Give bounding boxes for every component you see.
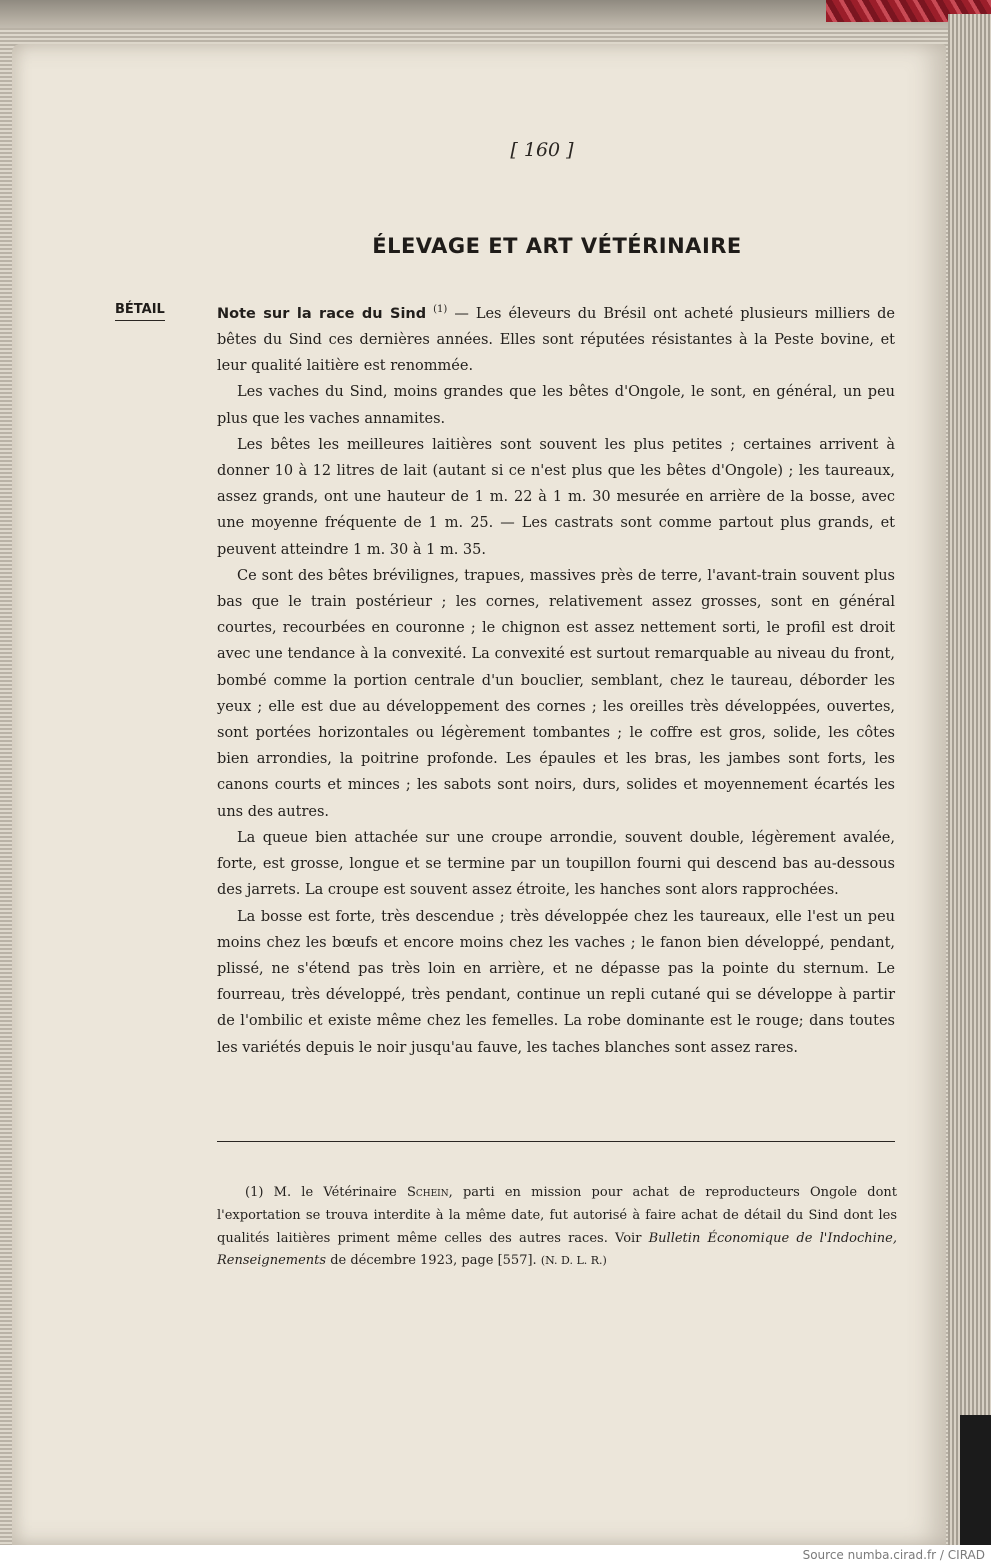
source-credit: Source numba.cirad.fr / CIRAD (802, 1548, 985, 1562)
margin-note: BÉTAIL (115, 302, 165, 321)
article-paragraph (217, 297, 895, 379)
footnote-body: , parti en mission pour achat de reproducteurs Ongole dont l'exportation se trouva interdite à la même date, fut autorisé à faire achat de détail du Sind dont les qualités laitières priment même celles des autres races. Voir (217, 1185, 897, 1246)
article-paragraph: La queue bien attachée sur une croupe arrondie, souvent double, légèrement avalée, forte, est grosse, longue et se termine par un toupillon fourni qui descend bas au-dessous des jarrets. La croupe est souvent assez étroite, les hanches sont alors rapprochées. (217, 829, 895, 899)
right-page-edges (948, 14, 991, 1545)
section-title: ÉLEVAGE ET ART VÉTÉRINAIRE (372, 234, 742, 258)
footnote-text (217, 1182, 897, 1273)
footnote-page-ref: de décembre 1923, page [557]. (326, 1253, 541, 1269)
footnote-reference-title: Bulletin Économique de l'Indochine, Renseignements (217, 1230, 897, 1269)
footnote-name: Schein (406, 1185, 449, 1200)
article-paragraph: Les vaches du Sind, moins grandes que les bêtes d'Ongole, le sont, en général, un peu plus que les vaches annamites. (217, 384, 895, 427)
article-body (217, 297, 895, 1061)
black-strap (960, 1415, 991, 1545)
footnote-editor-note: (N. D. L. R.) (540, 1254, 607, 1268)
article-paragraph: Ce sont des bêtes brévilignes, trapues, massives près de terre, l'avant-train souvent plus bas que le train postérieur ; les cornes, relativement assez grosses, sont en général courtes, recourbées en couronne ; le chignon est assez nettement sorti, le profil est droit avec une tendance à la convexité. La convexité est surtout remarquable au niveau du front, bombé comme la portion centrale d'un bouclier, semblant, chez le taureau, déborder les yeux ; elle est due au développement des cornes ; les oreilles très développées, ouvertes, sont portées horizontales ou légèrement tombantes ; le coffre est gros, solide, les côtes bien arrondies, la poitrine profonde. Les épaules et les bras, les jambes sont forts, les canons courts et minces ; les sabots sont noirs, durs, solides et moyennement écartés les uns des autres. (217, 567, 895, 820)
article-title: Note sur la race du Sind (217, 305, 427, 322)
page-number: [ 160 ] (510, 139, 574, 161)
footnote (217, 1182, 897, 1273)
article-intro-text: — Les éleveurs du Brésil ont acheté plusieurs milliers de bêtes du Sind ces dernières années. Elles sont réputées résistantes à la Peste bovine, et leur qualité laitière est renommée. (217, 305, 896, 375)
footnote-lead: (1) M. le Vétérinaire (245, 1185, 407, 1200)
article-paragraph: La bosse est forte, très descendue ; très développée chez les taureaux, elle l'est un peu moins chez les bœufs et encore moins chez les vaches ; le fanon bien développé, pendant, plissé, ne s'étend pas très loin en arrière, et ne dépasse pas la pointe du sternum. Le fourreau, très développé, très pendant, continue un repli cutané qui se développe à partir de l'ombilic et existe même chez les femelles. La robe dominante est le rouge; dans toutes les variétés depuis le noir jusqu'au fauve, les taches blanches sont assez rares. (217, 908, 895, 1056)
footnote-divider (217, 1141, 895, 1142)
footnote-reference: (1) (433, 304, 448, 315)
book-page (12, 44, 946, 1545)
article-paragraph: Les bêtes les meilleures laitières sont souvent les plus petites ; certaines arrivent à donner 10 à 12 litres de lait (autant si ce n'est plus que les bêtes d'Ongole) ; les taureaux, assez grands, ont une hauteur de 1 m. 22 à 1 m. 30 mesurée en arrière de la bosse, avec une moyenne fréquente de 1 m. 25. — Les castrats sont comme partout plus grands, et peuvent atteindre 1 m. 30 à 1 m. 35. (217, 436, 895, 558)
